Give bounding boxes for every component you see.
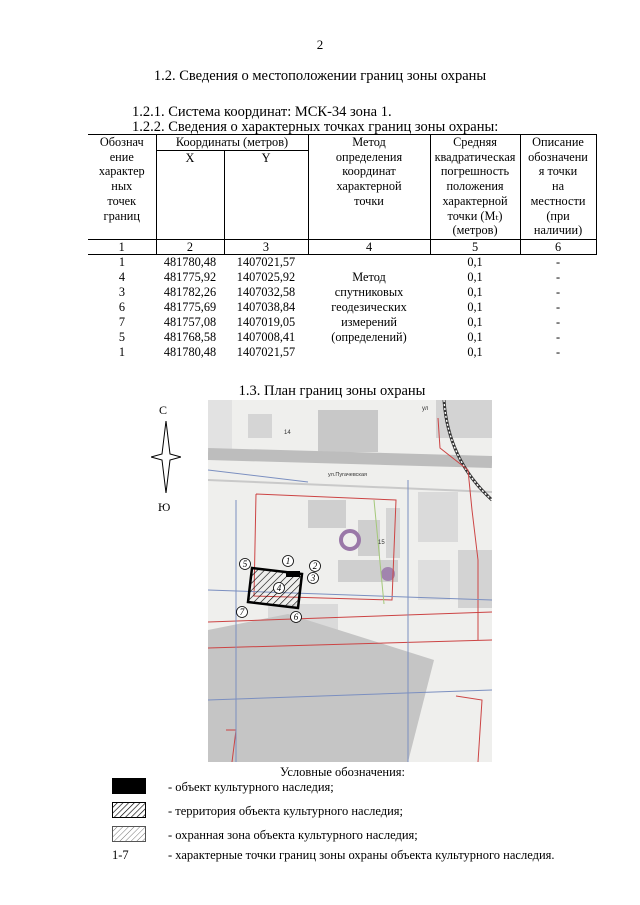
legend-title: Условные обозначения: <box>280 765 406 779</box>
table-row <box>88 255 596 271</box>
cell-method: Метод спутниковых геодезических измерений (определений) <box>331 270 407 345</box>
cell-x: 481775,92 <box>163 270 217 285</box>
cell-y: 1407038,84 <box>236 300 296 315</box>
purple-feature <box>341 531 359 549</box>
legend-points-label: 1-7 <box>112 848 129 862</box>
col-number: 5 <box>430 239 520 255</box>
col-number: 2 <box>156 239 224 255</box>
cell-y: 1407019,05 <box>236 315 296 330</box>
cell-y: 1407025,92 <box>236 270 296 285</box>
point-label: 7 <box>239 607 245 617</box>
cell-error: 0,1 <box>467 285 483 300</box>
legend-item: - территория объекта культурного наследия; <box>108 802 628 820</box>
page-number: 2 <box>316 37 324 52</box>
cell-y: 1407021,57 <box>236 345 296 360</box>
site-plan-map <box>208 400 492 762</box>
cell-point: 4 <box>118 270 126 285</box>
cell-y: 1407008,41 <box>236 330 296 345</box>
coord-system-heading: 1.2.1. Система координат: МСК-34 зона 1. <box>132 104 392 120</box>
building <box>318 410 378 452</box>
point-label: 5 <box>242 559 248 569</box>
cell-error: 0,1 <box>467 315 483 330</box>
compass-south-label: Ю <box>158 500 171 514</box>
protection-zone <box>208 614 434 762</box>
cell-x: 481780,48 <box>163 255 217 270</box>
cell-description: - <box>555 270 561 285</box>
red-boundary <box>208 612 492 622</box>
legend-item: 1-7 - характерные точки границ зоны охраны объекта культурного наследия. <box>112 848 555 862</box>
cell-point: 5 <box>118 330 126 345</box>
heritage-object <box>286 571 300 577</box>
cell-description: - <box>555 345 561 360</box>
cell-point: 1 <box>118 345 126 360</box>
col-number: 1 <box>88 239 156 255</box>
header-method: Метод определения координат характерной точки <box>308 135 430 240</box>
col-number: 3 <box>224 239 308 255</box>
point-label: 1 <box>285 556 291 566</box>
point-label: 4 <box>276 583 282 593</box>
legend-item: - объект культурного наследия; <box>108 778 628 796</box>
points-table <box>88 134 597 360</box>
header-x: X <box>156 150 224 239</box>
point-label: 6 <box>293 612 299 622</box>
building <box>308 500 346 528</box>
cell-description: - <box>555 255 561 270</box>
compass <box>145 403 189 518</box>
cell-description: - <box>555 300 561 315</box>
legend-solid-swatch <box>112 778 146 794</box>
cell-x: 481757,08 <box>163 315 217 330</box>
compass-north-label: С <box>159 403 168 417</box>
header-coordinates: Координаты (метров) <box>156 135 308 151</box>
point-label: 3 <box>310 573 316 583</box>
cell-x: 481768,58 <box>163 330 217 345</box>
cell-x: 481775,69 <box>163 300 217 315</box>
cell-point: 3 <box>118 285 126 300</box>
cell-point: 1 <box>118 255 126 270</box>
street-label: ул.Пугачевская <box>328 472 367 478</box>
cell-point: 6 <box>118 300 126 315</box>
side-street-label: ул <box>422 406 429 412</box>
plan-title: 1.3. План границ зоны охраны <box>238 383 426 399</box>
cell-error: 0,1 <box>467 255 483 270</box>
cell-y: 1407021,57 <box>236 255 296 270</box>
building-number: 14 <box>284 430 291 436</box>
cell-description: - <box>555 315 561 330</box>
building <box>418 560 450 600</box>
building <box>418 492 458 542</box>
cell-description: - <box>555 285 561 300</box>
cell-error: 0,1 <box>467 300 483 315</box>
cell-y: 1407032,58 <box>236 285 296 300</box>
cell-x: 481780,48 <box>163 345 217 360</box>
building-number: 15 <box>378 540 385 546</box>
header-designation: Обознач ение характер ных точек границ <box>88 135 156 240</box>
points-heading: 1.2.2. Сведения о характерных точках границ зоны охраны: <box>132 119 499 135</box>
cell-description: - <box>555 330 561 345</box>
header-y: Y <box>224 150 308 239</box>
red-boundary <box>456 696 482 762</box>
street <box>208 480 492 492</box>
header-description: Описание обозначени я точки на местности (при наличии) <box>520 135 596 240</box>
legend-item: - охранная зона объекта культурного наследия; <box>108 826 628 844</box>
header-error: Средняя квадратическая погрешность положения характерной точки (Mₜ) (метров) <box>430 135 520 240</box>
cell-x: 481782,26 <box>163 285 217 300</box>
col-number: 4 <box>308 239 430 255</box>
section-title: 1.2. Сведения о местоположении границ зоны охраны <box>153 68 487 84</box>
cell-error: 0,1 <box>467 270 483 285</box>
col-number: 6 <box>520 239 596 255</box>
legend-dense-hatch-swatch <box>112 802 146 818</box>
building <box>248 414 272 438</box>
cell-error: 0,1 <box>467 330 483 345</box>
cell-error: 0,1 <box>467 345 483 360</box>
point-label: 2 <box>312 561 318 571</box>
cell-point: 7 <box>118 315 126 330</box>
building <box>386 508 400 558</box>
compass-rose-icon <box>151 421 181 493</box>
legend-light-hatch-swatch <box>112 826 146 842</box>
